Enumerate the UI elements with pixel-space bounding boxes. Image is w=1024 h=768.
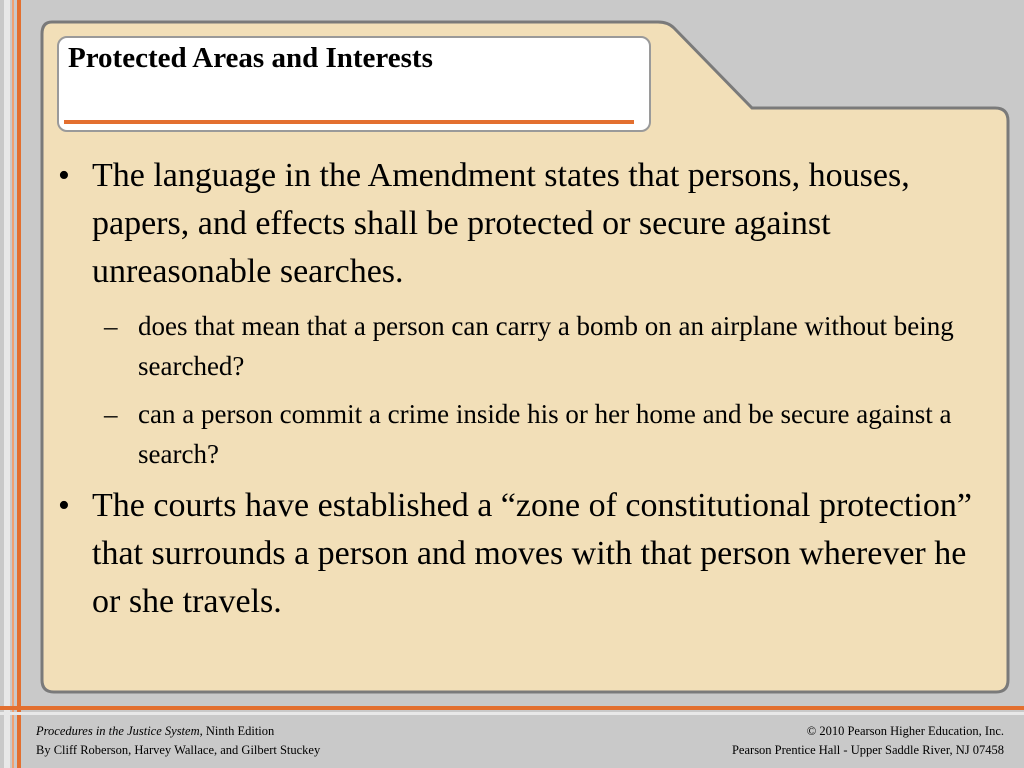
book-title: Procedures in the Justice System, [36, 724, 203, 738]
sub-bullet-text: does that mean that a person can carry a bomb on an airplane without being searched? [138, 311, 954, 381]
slide-content [58, 152, 978, 636]
footer-copyright [732, 722, 1004, 760]
sub-bullet-item [58, 306, 978, 386]
page-title: Protected Areas and Interests [68, 42, 433, 74]
bullet-dot: • [58, 157, 70, 194]
bullet-item [58, 482, 978, 626]
footer-orange-rule [0, 706, 1024, 710]
footer-citation [36, 722, 320, 760]
bullet-dot: • [58, 487, 70, 524]
footer-gray-rule [0, 712, 1024, 715]
copyright-text: © 2010 Pearson Higher Education, Inc. [806, 724, 1004, 738]
bullet-text: The language in the Amendment states that persons, houses, papers, and effects shall be protected or secure against unreasonable searches. [92, 157, 910, 290]
bullet-text: The courts have established a “zone of constitutional protection” that surrounds a person and moves with that person wherever he or she travels. [92, 487, 972, 620]
sub-bullet-item [58, 394, 978, 474]
sub-bullet-dash: – [104, 311, 118, 341]
book-authors: By Cliff Roberson, Harvey Wallace, and Gilbert Stuckey [36, 743, 321, 757]
publisher-text: Pearson Prentice Hall - Upper Saddle River, NJ 07458 [731, 743, 1004, 757]
sub-bullet-dash: – [104, 399, 118, 429]
bullet-item [58, 152, 978, 296]
sub-bullet-text: can a person commit a crime inside his or her home and be secure against a search? [138, 399, 952, 469]
book-edition: Ninth Edition [202, 724, 275, 738]
title-underline [64, 120, 634, 124]
